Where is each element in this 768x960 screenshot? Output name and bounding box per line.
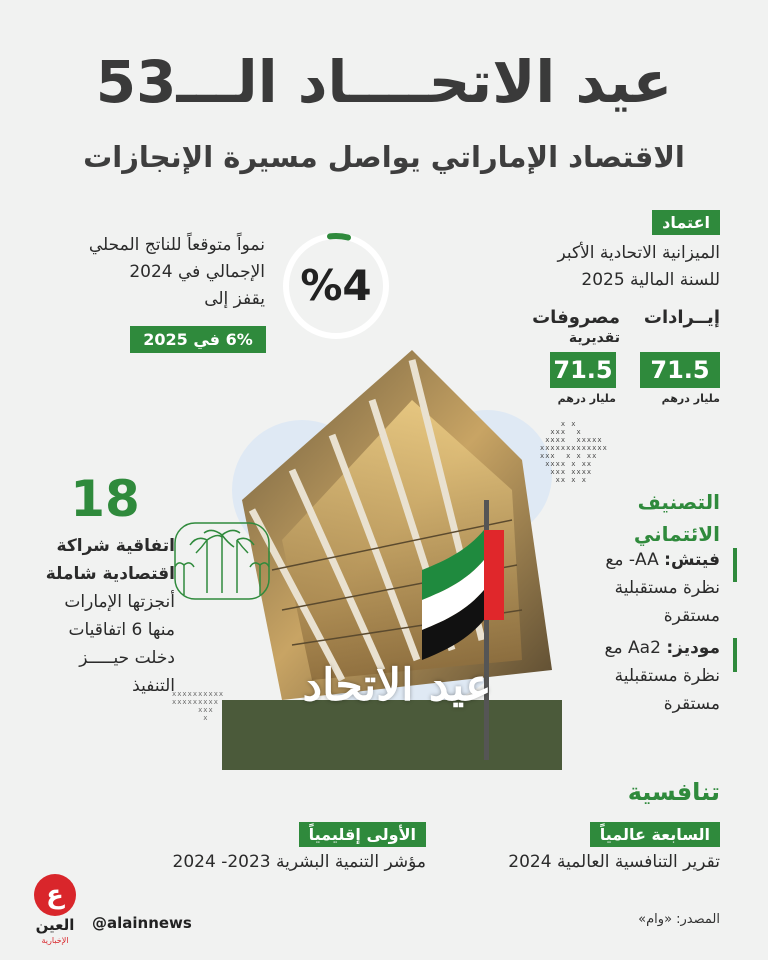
budget-line-2: للسنة المالية 2025 xyxy=(581,270,720,290)
budget-text xyxy=(440,240,720,294)
agreements-line-4: منها 6 اتفاقيات xyxy=(68,620,175,640)
growth-line-1: نمواً متوقعاً للناتج المحلي xyxy=(88,235,265,255)
moodys-block xyxy=(560,634,720,718)
uae-flag xyxy=(412,520,512,670)
rating-title-1: التصنيف xyxy=(637,490,720,514)
agreements-line-6: التنفيذ xyxy=(132,676,175,696)
palm-emblem-icon xyxy=(172,515,272,605)
agreements-line-1: اتفاقية شراكة xyxy=(56,536,175,556)
moodys-line-1: Aa2 مع xyxy=(604,638,661,658)
page-subtitle: الاقتصاد الإماراتي يواصل مسيرة الإنجازات xyxy=(83,140,685,174)
growth-ring xyxy=(282,232,390,340)
growth-percent: %4 xyxy=(300,261,372,310)
revenue-value: 71.5 xyxy=(640,352,720,388)
budget-line-1: الميزانية الاتحادية الأكبر xyxy=(557,243,720,263)
agreements-line-5: دخلت حيـــــز xyxy=(79,648,175,668)
regional-tag-wrap xyxy=(299,822,426,847)
moodys-bar xyxy=(733,638,737,672)
growth-line-3: يقفز إلى xyxy=(204,289,265,309)
dot-pattern-top-right: x x xxx x xxxx xxxxx xxxxxxxxxxxxx xxx x x xx xxxx x xx xxx xxxx xx x x xyxy=(540,420,608,484)
moodys-line-2: نظرة مستقبلية xyxy=(614,666,720,686)
fitch-line-3: مستقرة xyxy=(663,606,720,626)
agreements-count: 18 xyxy=(70,470,140,528)
dot-pattern-bottom-left: xxxxxxxxxx xxxxxxxxx xxx x xyxy=(172,690,225,722)
regional-rank-text: مؤشر التنمية البشرية 2023- 2024 xyxy=(172,852,426,872)
alain-logo xyxy=(30,872,84,950)
fitch-name: فيتش: xyxy=(664,550,720,570)
budget-tag: اعتماد xyxy=(652,210,720,235)
hero-calligraphy: عيد الاتحاد xyxy=(302,660,492,711)
logo-name: العين xyxy=(35,916,75,934)
agreements-line-3: أنجزتها الإمارات xyxy=(64,592,175,612)
expenses-label: مصروفات xyxy=(532,307,620,328)
expenses-sublabel: تقديرية xyxy=(568,330,620,346)
regional-rank-tag: الأولى إقليمياً xyxy=(299,822,426,847)
moodys-name: موديز: xyxy=(666,638,720,658)
expenses-unit: مليار درهم xyxy=(557,392,616,405)
fitch-line-1: AA- مع xyxy=(605,550,659,570)
fitch-block xyxy=(560,546,720,630)
global-tag-wrap xyxy=(590,822,720,847)
source-note: المصدر: «وام» xyxy=(638,912,720,927)
revenue-label: إيــرادات xyxy=(643,307,720,328)
page-title: عيد الاتحــــاد الـــ53 xyxy=(95,48,673,116)
logo-sub: الإخبارية xyxy=(41,936,69,945)
growth-next-tag: 6% في 2025 xyxy=(130,326,266,353)
logo-letter: ع xyxy=(34,874,76,916)
hero-image xyxy=(222,340,562,770)
fitch-line-2: نظرة مستقبلية xyxy=(614,578,720,598)
moodys-line-3: مستقرة xyxy=(663,694,720,714)
growth-line-2: الإجمالي في 2024 xyxy=(129,262,265,282)
rating-title-2: الائتماني xyxy=(633,522,720,546)
fitch-bar xyxy=(733,548,737,582)
agreements-line-2: اقتصادية شاملة xyxy=(45,564,175,584)
expenses-value: 71.5 xyxy=(550,352,616,388)
growth-text xyxy=(50,232,265,313)
budget-tag-wrap xyxy=(652,210,720,235)
social-handle[interactable]: @alainnews xyxy=(92,914,192,932)
global-rank-text: تقرير التنافسية العالمية 2024 xyxy=(508,852,720,872)
agreements-text xyxy=(25,532,175,700)
revenue-unit: مليار درهم xyxy=(661,392,720,405)
competitiveness-title: تنافسية xyxy=(627,778,720,806)
rating-title xyxy=(570,486,720,550)
global-rank-tag: السابعة عالمياً xyxy=(590,822,720,847)
